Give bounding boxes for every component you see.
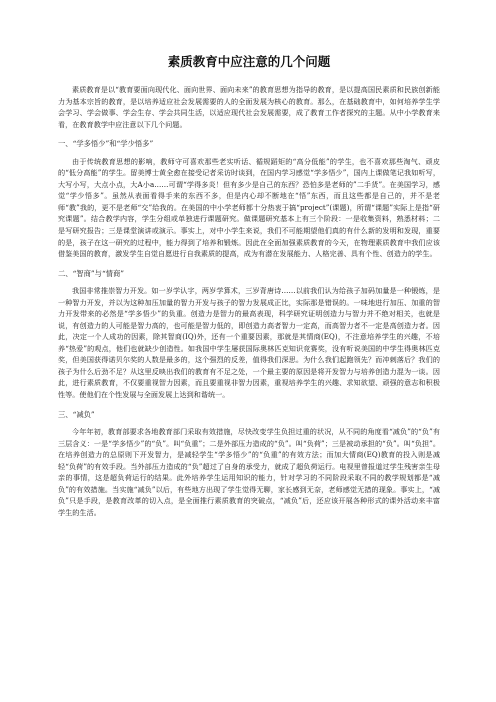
section-body-1: 由于传统教育思想的影响，教师守可喜欢那些老实听话、循规蹈矩的“高分低能”的学生，也不喜欢那些淘气、顽皮的“低分高能”的学生。留美博士黄全愈在接受记者采访时谈到，在国内学习感觉“学多悟少”，国内上课做笔记我如听写，大写小写，大点小点，大A小a……可谓“学得多炎！但有多少是自己的东西？恐怕多是老师的”二手货”。在美国学习，感觉“学少悟多”。虽然从表面看得手来的东西不多，但是内心却不断地在“悟”东西，而且这些都是自己的，并不是老师“教”我的，更不是老师“交”给我的。在美国的中小学老师都十分热衷于搞“project”(课题)，所谓“课题”实际上是指“研究课题”。结合教学内容，学生分组或单独进行课题研究。做课题研究基本上有三个阶段：一是收集资料，熟悉材料；二是写研究报告；三是课堂演讲或演示。事实上，对中小学生来说，我们不可能期望他们真的有什么新的发明和发现，重要的是，孩子在这一研究的过程中，能力得到了培养和锻炼。因此在全面加强素质教育的今天，在物理素质教育中我们应该借鉴美国的教育，激发学生自觉自愿进行自我素质的提高，成为有潜在发展能力、人格完善、具有个性、创造力的学生。 — [58, 156, 440, 259]
section-heading-3: 三、“减负” — [58, 409, 95, 419]
document-title: 素质教育中应注意的几个问题 — [167, 54, 331, 69]
intro-paragraph: 素质教育是以“教育要面向现代化、面向世界、面向未来”的教育思想为指导的教育，是以提高国民素质和民族创新能力为基本宗旨的教育，是以培养适应社会发展需要的人的全面发展为核心的教育。那么，在基础教育中，如何培养学生学会学习、学会做事、学会生存、学会共同生活，以适应现代社会发展需要，成了教育工作者探究的主题。从中小学教育来看，在教育教学中应注意以下几个问题。 — [58, 85, 440, 129]
section-heading-2: 二、“智商”与“情商” — [58, 268, 124, 278]
section-body-3: 今年年初，教育部要求各地教育部门采取有效措施，尽快改变学生负担过重的状况，从不同的角度看“减负”的“负”有三层含义：一是“学多悟少”的“负”。叫“负重”；二是外部压力造成的“负”。叫“负荷”；三是被动承担的“负”。叫“负担”。在培养创造力的总原则下开发智力，是减轻学生“学多悟少”的“负重”的有效方法；而加大情商(EQ)教育的投入则是减轻“负荷”的有效手段。当外部压力造成的“负”超过了自身的承受力，就成了超负荷运行。电视里曾报道过学生残害亲生母亲的事情，这是超负荷运行的结果。此外培养学生运用知识的能力，针对学习的不同阶段采取不同的教学规划都是“减负”的有效措施。当实施“减负”以后，有些地方出现了学生觉得无聊，家长感到无奈，老师感觉无措的现象。事实上，“减负”只是手段，是教育改革的切入点，是全面推行素质教育的突破点，“减负”后，还应该开展各种形式的课外活动来丰富学生的生活。 — [58, 427, 440, 517]
section-heading-1: 一、“学多悟少”和“学少悟多” — [58, 139, 154, 149]
section-body-2: 我国非常推崇智力开发。如一岁学认字，两岁学算术，三岁背唐诗……以前我们认为给孩子加码加量是一种锻炼，是一种智力开发，并以为这种加压加量的智力开发与孩子的智力发展成正比，实际那是错误的。一味地进行加压、加重的智力开发带来的必然是“学多悟少”的负重。创造力是智力的最高表现，科学研究证明创造力与智力并不绝对相关，也就是说，有创造力的人可能是智力高的，也可能是智力低的，即创造力高者智力一定高，而高智力者不一定是高创造力者。因此，决定一个人成功的因素，除其智商(IQ)外，还有一个重要因素，那就是其情商(EQ)，不注意培养学生的兴趣，不培养“热爱”的观点，他们也就缺少创造性。如我国中学生屡获国际奥林匹克知识竞赛奖，没有听说美国的中学生得奥林匹克奖，但美国获得诺贝尔奖的人数是最多的，这个强烈的反差，值得我们深思。为什么我们起跑领先？而冲刺落后？我们的孩子为什么后劲不足？从这里反映出我们的教育有不足之处，一个最主要的原因是将开发智力与培养创造力混为一谈。因此，进行素质教育，不仅要重视智力因素，而且要重视非智力因素，重视培养学生的兴趣、求知欲望、顽强的意志和积极性等。使他们在个性发展与全面发展上达到和谐统一。 — [58, 286, 440, 400]
